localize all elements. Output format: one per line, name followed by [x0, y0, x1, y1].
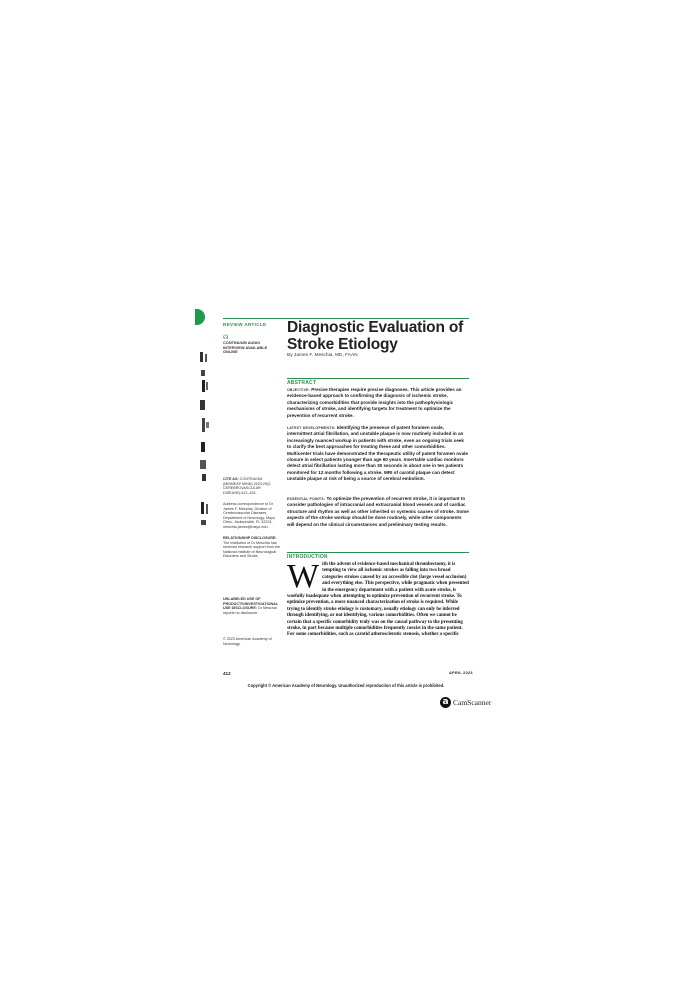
objective-text: Precise therapies require precise diagnoses. This article provides an evidence-based approach to confirming the diagnosis of ischemic stroke, characterizing comorbidities that provide insights into the pathophysiologic mechanisms of stroke, and identifying targets for treatment to optimize the prevention of recurrent stroke.	[287, 387, 462, 418]
section-tab-marker	[195, 309, 205, 325]
relationship-text: The institution of Dr Meschia has received research support from the National Institute of Neurological Disorders and Stroke.	[223, 540, 281, 559]
footer-copyright: Copyright © American Academy of Neurology. Unauthorized reproduction of this article is prohibited.	[247, 683, 445, 688]
article-byline: By James F. Meschia, MD, FAAN	[287, 353, 358, 358]
camscanner-logo-icon: a	[440, 697, 451, 708]
headphones-icon: ☊	[223, 335, 229, 341]
article-type-label: REVIEW ARTICLE	[223, 322, 267, 327]
essential-text: To optimize the prevention of recurrent stroke, it is important to consider pathologies of intracranial and extracranial blood vessels and of cardiac structure and rhythm as well as other inherited or systemic causes of stroke. Some aspects of the stroke workup should be done routinely, while other components will depend on the clinical circumstances and preliminary testing results.	[287, 496, 469, 527]
cite-as-block	[223, 477, 281, 495]
camscanner-text: CamScanner	[453, 698, 492, 707]
abstract-latest	[287, 425, 469, 483]
audio-interview-note: CONTINUUM AUDIO INTERVIEW AVAILABLE ONLINE	[223, 340, 268, 355]
relationship-disclosure	[223, 536, 281, 559]
objective-label: OBJECTIVE:	[287, 388, 311, 392]
margin-copyright: © 2023 American Academy of Neurology.	[223, 637, 272, 646]
introduction-body	[287, 558, 469, 639]
abstract-rule	[287, 378, 469, 379]
cite-text: CONTINUUM (MINNEAP MINN) 2023;29(2, CEREBROVASCULAR DISEASE):412–424.	[223, 477, 272, 495]
essential-label: ESSENTIAL POINTS:	[287, 497, 326, 501]
unlabeled-text: Dr Meschia reports no disclosure.	[223, 606, 277, 615]
latest-label: LATEST DEVELOPMENTS:	[287, 426, 336, 430]
introduction-text: ith the advent of evidence-based mechanical thrombectomy, it is tempting to view all ischemic strokes as falling into two broad categories strokes caused by an accessible clot (large vessel occlusion) and everything else. This perspective, while pragmatic when presented in the emergency department with a patient with acute stroke, is woefully inadequate when attempting to optimize prevention of recurrent stroke. To optimize prevention, a more nuanced characterization of stroke is required. While trying to identify stroke etiology is customary, usually etiology can only be inferred through identifying, or not identifying, various comorbidities. Often we cannot be certain that a specific comorbidity truly was on the causal pathway to the presenting stroke, in part because multiple comorbidities frequently coexist in the same patient. For some comorbidities, such as carotid atherosclerotic stenosis, whether a specific	[287, 562, 469, 638]
binding-artifact	[200, 352, 212, 532]
abstract-objective	[287, 387, 469, 419]
introduction-rule	[287, 552, 469, 553]
camscanner-watermark	[440, 697, 491, 708]
relationship-label: RELATIONSHIP DISCLOSURE:	[223, 536, 277, 540]
issue-date: APRIL 2023	[449, 671, 473, 675]
correspondence-block: Address correspondence to Dr James F. Meschia, Division of Cerebrovascular Diseases, Department of Neurology, Mayo Clinic, Jacksonville, FL 32224, meschia.james@mayo.edu.	[223, 502, 275, 529]
abstract-essential	[287, 496, 469, 528]
introduction-heading: INTRODUCTION	[287, 554, 328, 560]
unlabeled-label: UNLABELED USE OF PRODUCTS/INVESTIGATIONAL USE DISCLOSURE:	[223, 597, 278, 611]
abstract-heading: ABSTRACT	[287, 380, 317, 386]
cite-label: CITE AS:	[223, 477, 239, 481]
drop-cap: W	[287, 558, 320, 595]
unlabeled-use-disclosure	[223, 597, 281, 615]
page-number: 412	[223, 671, 231, 676]
latest-text: Identifying the presence of patent foramen ovale, intermittent atrial fibrillation, and unstable plaque is now routinely included in an increasingly nuanced workup in patients with stroke, even as ongoing trials seek to clarify the best approaches for treating these and other comorbidities. Multicenter trials have demonstrated the therapeutic utility of patent foramen ovale closure in select patients younger than age 60 years. Insertable cardiac monitors detect atrial fibrillation lasting more than 30 seconds in about one in ten patients monitored for 12 months following a stroke. MRI of carotid plaque can detect unstable plaque at risk of being a source of cerebral embolism.	[287, 425, 468, 482]
article-title: Diagnostic Evaluation of Stroke Etiology	[287, 319, 464, 353]
